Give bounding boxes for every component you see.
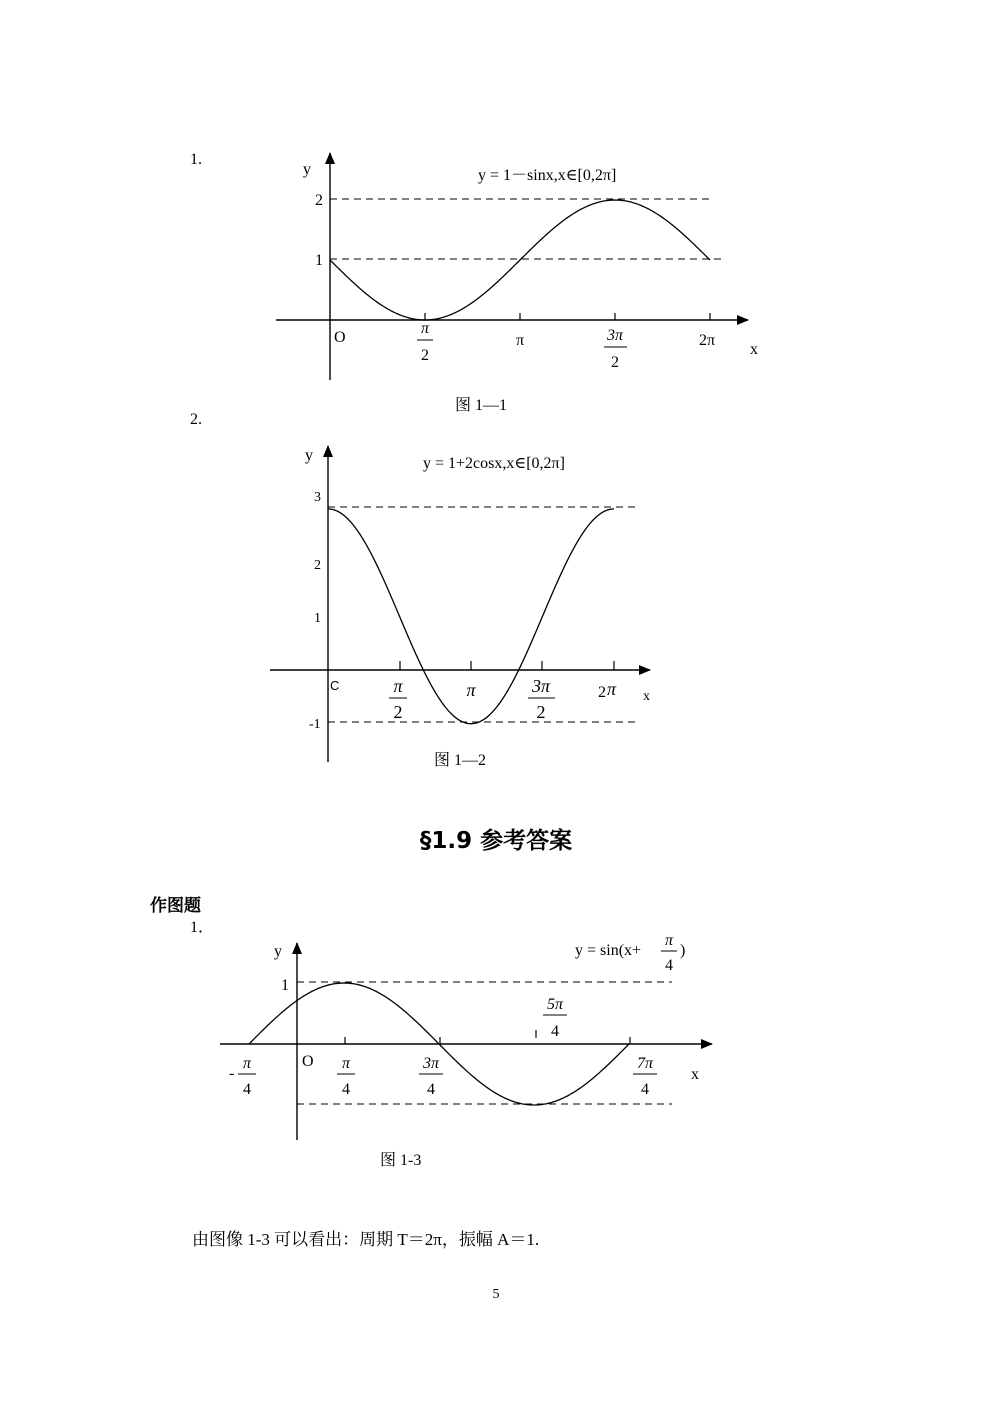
fig3-x-tick-pi4-num: π (341, 1055, 351, 1072)
figure-2-caption: 图 1—2 (434, 752, 487, 769)
fig2-x-tick-3pi2-num: 3π (531, 676, 551, 696)
fig1-x-tick-pi2-num: π (420, 320, 430, 337)
fig3-x-tick-3pi4-num: 3π (422, 1055, 440, 1072)
fig2-origin-label: C (330, 678, 340, 693)
fig2-x-label: x (643, 689, 650, 704)
fig2-y-tick-3: 3 (314, 490, 321, 505)
figure-1-caption: 图 1—1 (455, 397, 508, 414)
fig1-origin-label: O (334, 329, 346, 346)
fig3-x-label: x (691, 1066, 699, 1083)
fig2-x-tick-pi2-den: 2 (393, 702, 403, 722)
fig1-x-label: x (750, 341, 758, 358)
fig1-x-tick-3pi2-num: 3π (606, 327, 624, 344)
fig1-x-tick-3pi2-den: 2 (611, 354, 619, 371)
figure-2 (270, 446, 650, 762)
figure-1 (276, 153, 758, 380)
fig1-curve (330, 200, 710, 320)
fig3-x-tick-7pi4-den: 4 (641, 1081, 649, 1098)
fig3-x-tick-neg-pi4-num: π (242, 1055, 252, 1072)
fig2-formula: y = 1+2cosx,x∈[0,2π] (423, 455, 565, 472)
fig3-formula-frac-num: π (664, 932, 674, 949)
section-title: §1.9 参考答案 (419, 828, 573, 854)
fig1-x-tick-pi2-den: 2 (421, 347, 429, 364)
fig1-y-label: y (303, 161, 311, 178)
problem-3-number: 1． (190, 919, 215, 936)
fig2-x-tick-2pi-sym: π (607, 679, 617, 699)
page-number: 5 (492, 1287, 500, 1302)
fig2-x-tick-3pi2-den: 2 (536, 702, 546, 722)
figure-3 (220, 932, 712, 1140)
problem-1-number: 1. (190, 151, 202, 168)
fig3-formula-suffix: ) (680, 942, 686, 959)
fig2-x-tick-pi: π (466, 680, 476, 700)
conclusion-text: 由图像 1-3 可以看出：周期 T＝2π，振幅 A＝1. (192, 1230, 540, 1249)
fig3-y-label: y (274, 943, 282, 960)
fig3-x-tick-3pi4-den: 4 (427, 1081, 435, 1098)
fig2-y-tick-neg1: -1 (309, 717, 321, 732)
problem-2-number: 2. (190, 411, 202, 428)
fig3-y-tick-1: 1 (281, 977, 289, 994)
fig1-x-tick-pi: π (515, 332, 525, 349)
fig2-y-label: y (305, 447, 313, 464)
fig1-formula: y = 1－sinx,x∈[0,2π] (478, 167, 617, 184)
fig3-formula-prefix: y = sin(x+ (575, 942, 642, 959)
subsection-title: 作图题 (150, 896, 201, 916)
fig3-x-tick-neg-pi4-den: 4 (243, 1081, 251, 1098)
figure-3-caption: 图 1-3 (380, 1152, 422, 1169)
fig2-y-tick-2: 2 (314, 558, 321, 573)
fig2-x-tick-2pi-coef: 2 (598, 684, 606, 701)
fig1-y-tick-1: 1 (315, 252, 323, 269)
fig3-x-tick-neg-pi4-sign: - (229, 1065, 235, 1082)
fig1-x-tick-2pi: 2π (698, 332, 716, 349)
fig3-x-tick-pi4-den: 4 (342, 1081, 350, 1098)
fig3-x-tick-7pi4-num: 7π (636, 1055, 654, 1072)
fig3-x-tick-5pi4-num: 5π (546, 996, 564, 1013)
fig2-y-tick-1: 1 (314, 611, 321, 626)
fig3-origin-label: O (302, 1053, 314, 1070)
fig2-x-tick-pi2-num: π (393, 676, 403, 696)
fig3-x-tick-5pi4-den: 4 (551, 1023, 559, 1040)
fig1-y-tick-2: 2 (315, 192, 323, 209)
fig3-formula-frac-den: 4 (665, 957, 673, 974)
